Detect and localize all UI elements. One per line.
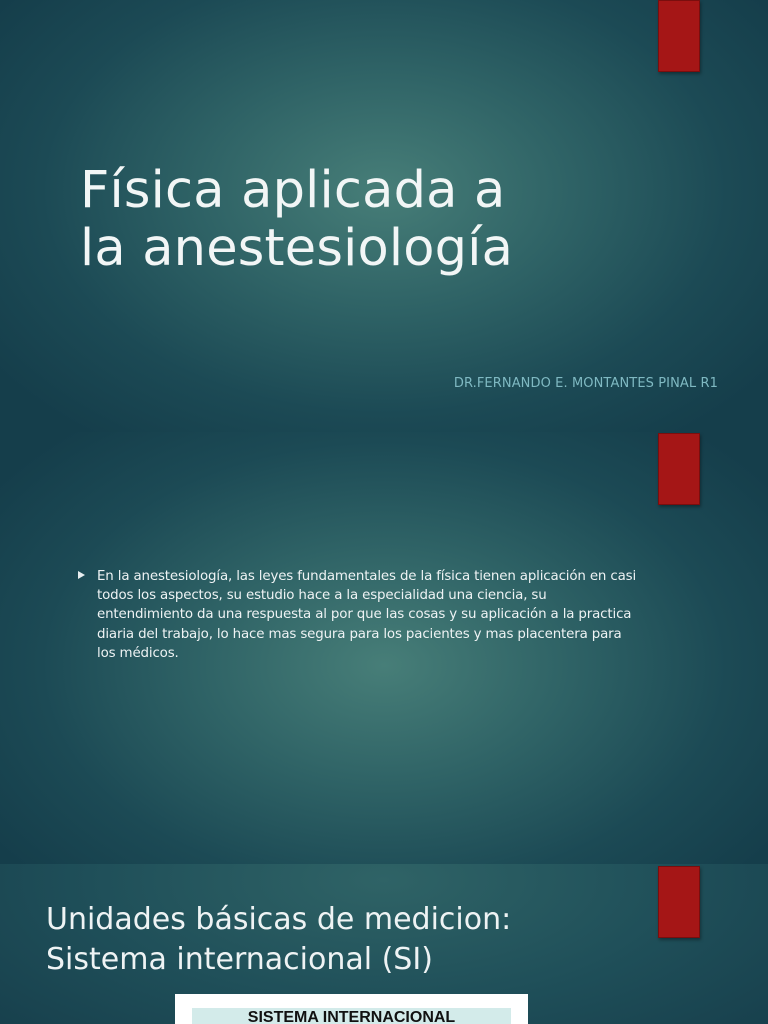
bullet-text: En la anestesiología, las leyes fundamentales de la física tienen aplicación en casi todos los aspectos, su estudio hace a la especialidad una ciencia, su entendimiento da una respuesta al por que las cosas y su aplicación a la practica diaria del trabajo, lo hace mas segura para los pacientes y mas placentera para los médicos.: [97, 569, 637, 661]
author-subtitle: DR.FERNANDO E. MONTANTES PINAL R1: [453, 376, 718, 391]
triangle-bullet-icon: [78, 571, 85, 579]
red-accent-tab: [658, 0, 700, 72]
red-accent-tab: [658, 866, 700, 938]
slide-units-heading: Unidades básicas de medicion: Sistema internacional (SI): [46, 902, 512, 977]
slide-intro: [0, 432, 768, 864]
slide-title: [0, 0, 768, 432]
table-header-cell: SISTEMA INTERNACIONAL: [192, 1008, 511, 1024]
units-table: [175, 994, 528, 1024]
red-accent-tab: [658, 433, 700, 505]
slide-units: [0, 864, 768, 1024]
slide-title-heading: Física aplicada a la anestesiología: [80, 161, 514, 278]
bullet-item: [78, 567, 638, 663]
